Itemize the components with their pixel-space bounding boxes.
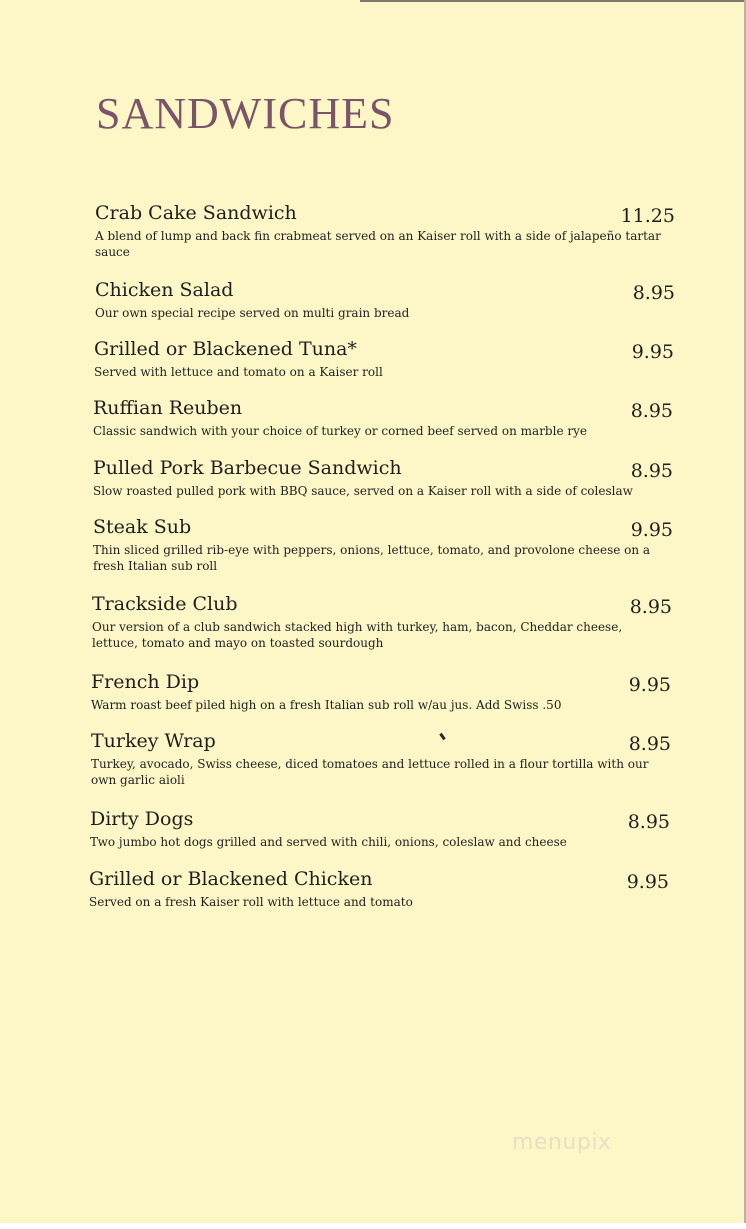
item-price: 9.95 — [630, 519, 673, 541]
item-name: Grilled or Blackened Tuna* — [94, 338, 357, 360]
item-price: 8.95 — [628, 733, 671, 755]
item-description: Our own special recipe served on multi grain bread — [95, 306, 410, 320]
page-bottom-edge — [0, 1223, 746, 1229]
item-price: 11.25 — [620, 205, 675, 227]
stray-tick-mark — [439, 733, 445, 740]
item-description: Turkey, avocado, Swiss cheese, diced tomatoes and lettuce rolled in a flour tortilla with our own garlic aioli — [91, 757, 649, 787]
item-name: Chicken Salad — [95, 279, 234, 301]
item-name: Turkey Wrap — [91, 730, 216, 752]
item-price: 9.95 — [631, 341, 674, 363]
item-description: Warm roast beef piled high on a fresh Italian sub roll w/au jus. Add Swiss .50 — [91, 698, 562, 712]
item-description: Classic sandwich with your choice of turkey or corned beef served on marble rye — [93, 424, 587, 438]
item-description: Two jumbo hot dogs grilled and served with chili, onions, coleslaw and cheese — [90, 835, 567, 849]
item-price: 9.95 — [628, 674, 671, 696]
item-name: Steak Sub — [93, 516, 192, 538]
item-price: 8.95 — [630, 400, 673, 422]
item-name: French Dip — [91, 671, 200, 693]
item-name: Crab Cake Sandwich — [95, 202, 297, 224]
item-name: Trackside Club — [92, 593, 238, 615]
item-price: 9.95 — [626, 871, 669, 893]
section-title: SANDWICHES — [96, 89, 395, 138]
item-name: Pulled Pork Barbecue Sandwich — [93, 457, 402, 479]
page-top-edge — [360, 0, 746, 2]
watermark-logo: menupix — [512, 1130, 612, 1155]
item-description: Served on a fresh Kaiser roll with lettuce and tomato — [89, 895, 413, 909]
item-description: A blend of lump and back fin crabmeat served on an Kaiser roll with a side of jalapeño tartar sauce — [95, 229, 661, 259]
item-description: Served with lettuce and tomato on a Kaiser roll — [94, 365, 383, 379]
item-price: 8.95 — [630, 460, 673, 482]
item-name: Ruffian Reuben — [93, 397, 243, 419]
item-price: 8.95 — [632, 282, 675, 304]
item-description: Our version of a club sandwich stacked high with turkey, ham, bacon, Cheddar cheese, lettuce, tomato and mayo on toasted sourdough — [92, 620, 623, 650]
item-price: 8.95 — [629, 596, 672, 618]
item-description: Thin sliced grilled rib-eye with peppers, onions, lettuce, tomato, and provolone cheese on a fresh Italian sub roll — [93, 543, 651, 573]
item-description: Slow roasted pulled pork with BBQ sauce, served on a Kaiser roll with a side of coleslaw — [93, 484, 633, 498]
item-name: Grilled or Blackened Chicken — [89, 868, 373, 890]
item-name: Dirty Dogs — [90, 808, 194, 830]
item-price: 8.95 — [627, 811, 670, 833]
